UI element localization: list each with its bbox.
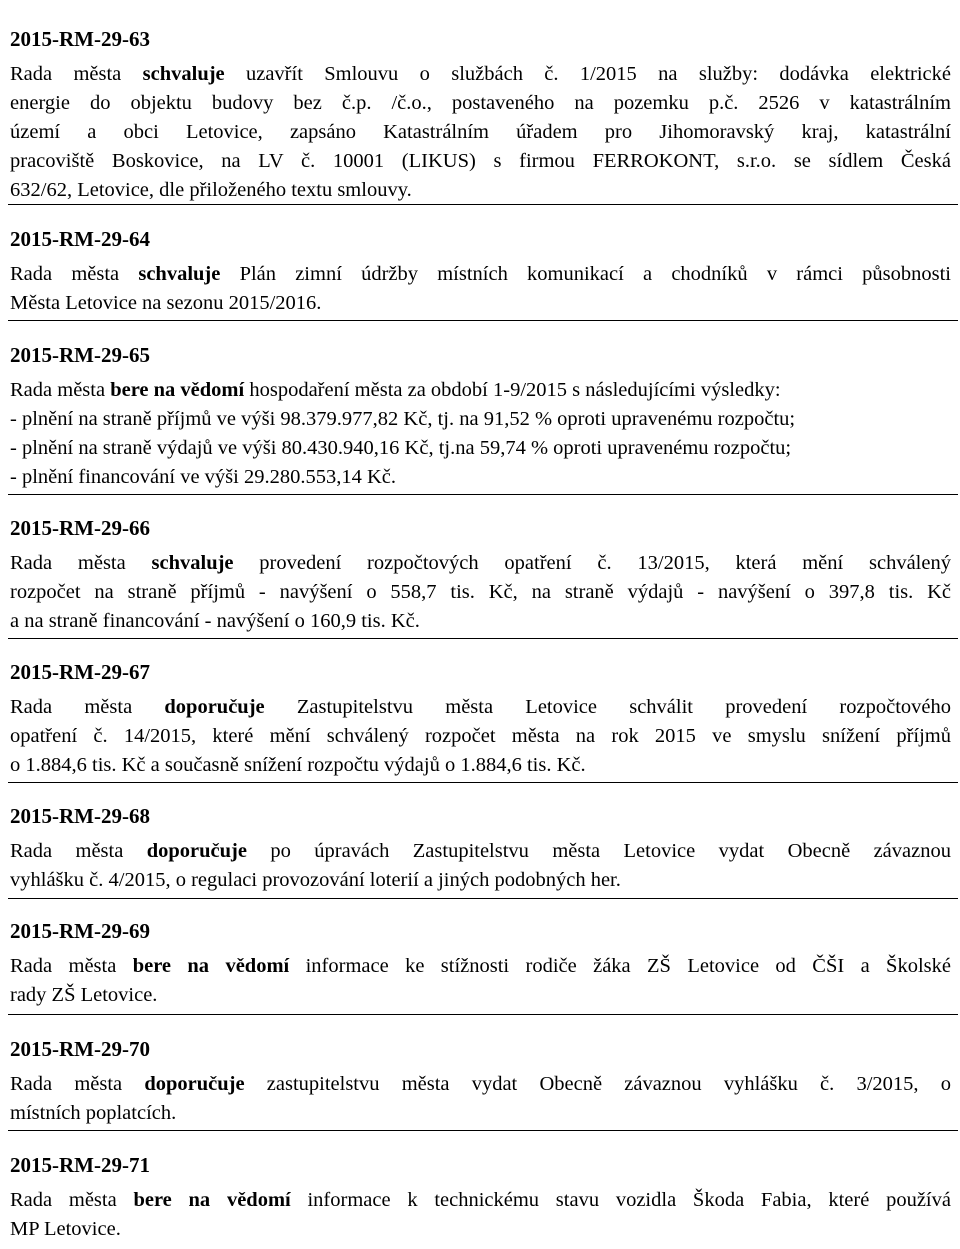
- section-divider: [8, 204, 958, 205]
- resolution-id: 2015-RM-29-63: [10, 27, 150, 51]
- text-line: Rada města bere na vědomí informace k technickému stavu vozidla Škoda Fabia, které používá: [10, 1189, 951, 1211]
- resolution-text: [10, 693, 951, 780]
- resolution-id: 2015-RM-29-69: [10, 919, 150, 943]
- text-line: o 1.884,6 tis. Kč a současně snížení rozpočtu výdajů o 1.884,6 tis. Kč.: [10, 754, 586, 776]
- text-line: rady ZŠ Letovice.: [10, 984, 158, 1006]
- section-divider: [8, 782, 958, 783]
- resolution-id: 2015-RM-29-71: [10, 1153, 150, 1177]
- text-line: - plnění na straně výdajů ve výši 80.430.940,16 Kč, tj.na 59,74 % oproti upravenému rozpočtu;: [10, 437, 792, 459]
- resolution-verb: bere na vědomí: [110, 379, 245, 401]
- text-line: území a obci Letovice, zapsáno Katastrálním úřadem pro Jihomoravský kraj, katastrální: [10, 121, 951, 143]
- section-divider: [8, 494, 958, 495]
- resolution-text: [10, 1186, 951, 1244]
- text-line: 632/62, Letovice, dle přiloženého textu smlouvy.: [10, 179, 412, 201]
- resolution-text: [10, 1070, 951, 1128]
- text-line: pracoviště Boskovice, na LV č. 10001 (LIKUS) s firmou FERROKONT, s.r.o. se sídlem Česká: [10, 150, 951, 172]
- section-divider: [8, 320, 958, 321]
- resolution-text: [10, 837, 951, 895]
- text-line: opatření č. 14/2015, které mění schválený rozpočet města na rok 2015 ve smyslu snížení příjmů: [10, 725, 951, 747]
- text-line: Rada města schvaluje provedení rozpočtových opatření č. 13/2015, která mění schválený: [10, 552, 951, 574]
- text-line: - plnění financování ve výši 29.280.553,14 Kč.: [10, 466, 397, 488]
- resolution-id: 2015-RM-29-65: [10, 343, 150, 367]
- resolution-text: [10, 260, 951, 318]
- resolution-text: [10, 952, 951, 1010]
- resolution-verb: schvaluje: [138, 263, 221, 285]
- section-divider: [8, 1014, 958, 1015]
- resolution-id: 2015-RM-29-68: [10, 804, 150, 828]
- resolution-verb: doporučuje: [144, 1073, 245, 1095]
- text-line: místních poplatcích.: [10, 1102, 177, 1124]
- text-line: MP Letovice.: [10, 1218, 121, 1240]
- resolution-id: 2015-RM-29-64: [10, 227, 150, 251]
- resolution-verb: schvaluje: [151, 552, 234, 574]
- text-line: rozpočet na straně příjmů - navýšení o 558,7 tis. Kč, na straně výdajů - navýšení o 397,8 tis. Kč: [10, 581, 951, 603]
- section-divider: [8, 638, 958, 639]
- resolution-text: [10, 549, 951, 636]
- resolution-verb: bere na vědomí: [132, 955, 290, 977]
- text-line: a na straně financování - navýšení o 160,9 tis. Kč.: [10, 610, 420, 632]
- text-line: Rada města schvaluje uzavřít Smlouvu o službách č. 1/2015 na služby: dodávka elektrické: [10, 63, 951, 85]
- resolution-text: [10, 60, 951, 205]
- text-line: Rada města doporučuje po úpravách Zastupitelstvu města Letovice vydat Obecně závaznou: [10, 840, 951, 862]
- resolution-verb: doporučuje: [164, 696, 265, 718]
- resolution-id: 2015-RM-29-66: [10, 516, 150, 540]
- resolution-verb: schvaluje: [142, 63, 225, 85]
- text-line: Rada města doporučuje Zastupitelstvu města Letovice schválit provedení rozpočtového: [10, 696, 951, 718]
- resolution-verb: bere na vědomí: [133, 1189, 291, 1211]
- text-line: Rada města bere na vědomí informace ke stížnosti rodiče žáka ZŠ Letovice od ČŠI a Školské: [10, 955, 951, 977]
- resolution-text: [10, 376, 951, 492]
- resolution-id: 2015-RM-29-67: [10, 660, 150, 684]
- text-line: Rada města bere na vědomí hospodaření města za období 1-9/2015 s následujícími výsledky:: [10, 379, 781, 401]
- text-line: - plnění na straně příjmů ve výši 98.379.977,82 Kč, tj. na 91,52 % oproti upravenému rozpočtu;: [10, 408, 796, 430]
- resolution-verb: doporučuje: [146, 840, 247, 862]
- text-line: energie do objektu budovy bez č.p. /č.o., postaveného na pozemku p.č. 2526 v katastrálním: [10, 92, 951, 114]
- text-line: Rada města schvaluje Plán zimní údržby místních komunikací a chodníků v rámci působnosti: [10, 263, 951, 285]
- section-divider: [8, 1130, 958, 1131]
- resolution-id: 2015-RM-29-70: [10, 1037, 150, 1061]
- text-line: vyhlášku č. 4/2015, o regulaci provozování loterií a jiných podobných her.: [10, 869, 621, 891]
- text-line: Rada města doporučuje zastupitelstvu města vydat Obecně závaznou vyhlášku č. 3/2015, o: [10, 1073, 951, 1095]
- text-line: Města Letovice na sezonu 2015/2016.: [10, 292, 322, 314]
- section-divider: [8, 898, 958, 899]
